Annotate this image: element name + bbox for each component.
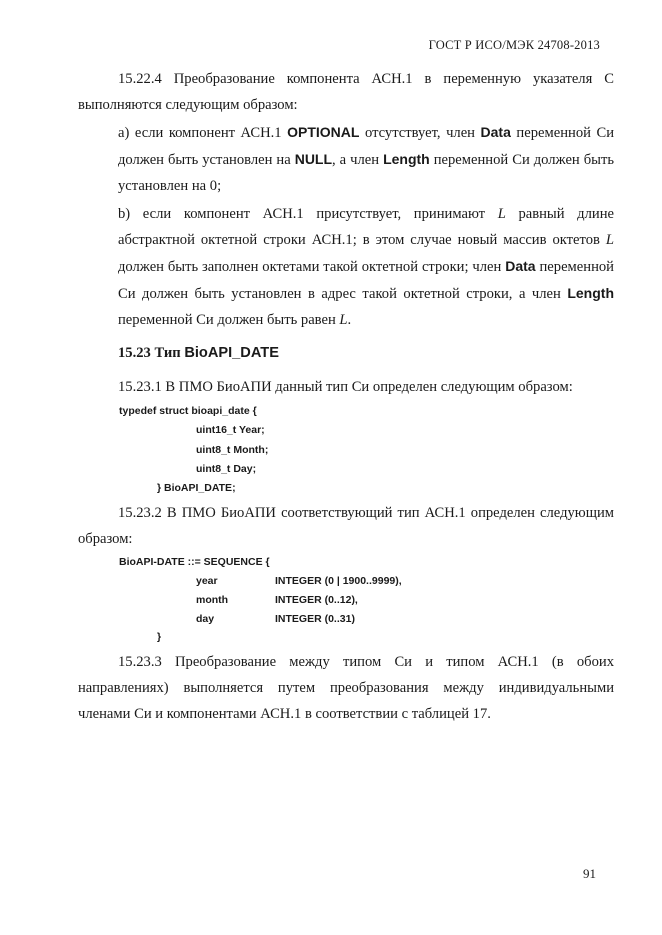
code-field-type: INTEGER (0 | 1900..9999), — [275, 575, 402, 587]
code-line: } — [157, 631, 162, 643]
paragraph-15-23-1: 15.23.1 В ПМО БиоАПИ данный тип Си определен следующим образом: — [118, 379, 573, 395]
code-line: BioAPI-DATE ::= SEQUENCE { — [119, 556, 270, 568]
page-number: 91 — [583, 866, 596, 881]
code-line: uint8_t Day; — [196, 463, 257, 475]
keyword-data: Data — [480, 124, 511, 140]
code-line: } BioAPI_DATE; — [157, 482, 236, 494]
section-heading-15-23: 15.23 Тип BioAPI_DATE — [118, 345, 279, 361]
document-header: ГОСТ Р ИСО/МЭК 24708-2013 — [428, 38, 600, 52]
code-field-name: day — [196, 613, 215, 625]
code-field-type: INTEGER (0..12), — [275, 594, 358, 606]
code-line: typedef struct bioapi_date { — [119, 405, 257, 417]
list-item-b: b) если компонент АСН.1 присутствует, принимают L равный длине абстрактной октетной строки АСН.1; в этом случае новый массив октетов L должен быть заполнен октетами такой октетной строки; член Data переменной Си должен быть установлен в адрес такой октетной строки, а член Length переменной Си должен быть равен L. — [118, 206, 614, 328]
keyword-data: Data — [505, 258, 536, 274]
code-field-name: year — [196, 575, 218, 587]
code-line: uint16_t Year; — [196, 424, 265, 436]
list-item-a: а) если компонент АСН.1 OPTIONAL отсутствует, член Data переменной Си должен быть установлен на NULL, а член Length переменной Си должен быть установлен на 0; — [118, 124, 615, 194]
keyword-optional: OPTIONAL — [287, 124, 360, 140]
keyword-null: NULL — [294, 151, 333, 167]
code-line: uint8_t Month; — [196, 444, 269, 456]
paragraph-15-23-3: 15.23.3 Преобразование между типом Си и типом АСН.1 (в обоих направлениях) выполняется путем преобразования между индивидуальными членами Си и компонентами АСН.1 в соответствии с таблицей 17. — [78, 654, 614, 722]
code-field-type: INTEGER (0..31) — [275, 613, 355, 625]
keyword-length: Length — [383, 151, 430, 167]
paragraph-15-22-4: 15.22.4 Преобразование компонента АСН.1 в переменную указателя С выполняются следующим образом: — [78, 71, 614, 113]
paragraph-15-23-2: 15.23.2 В ПМО БиоАПИ соответствующий тип АСН.1 определен следующим образом: — [78, 505, 614, 547]
keyword-length: Length — [567, 285, 614, 301]
code-field-name: month — [196, 594, 229, 606]
